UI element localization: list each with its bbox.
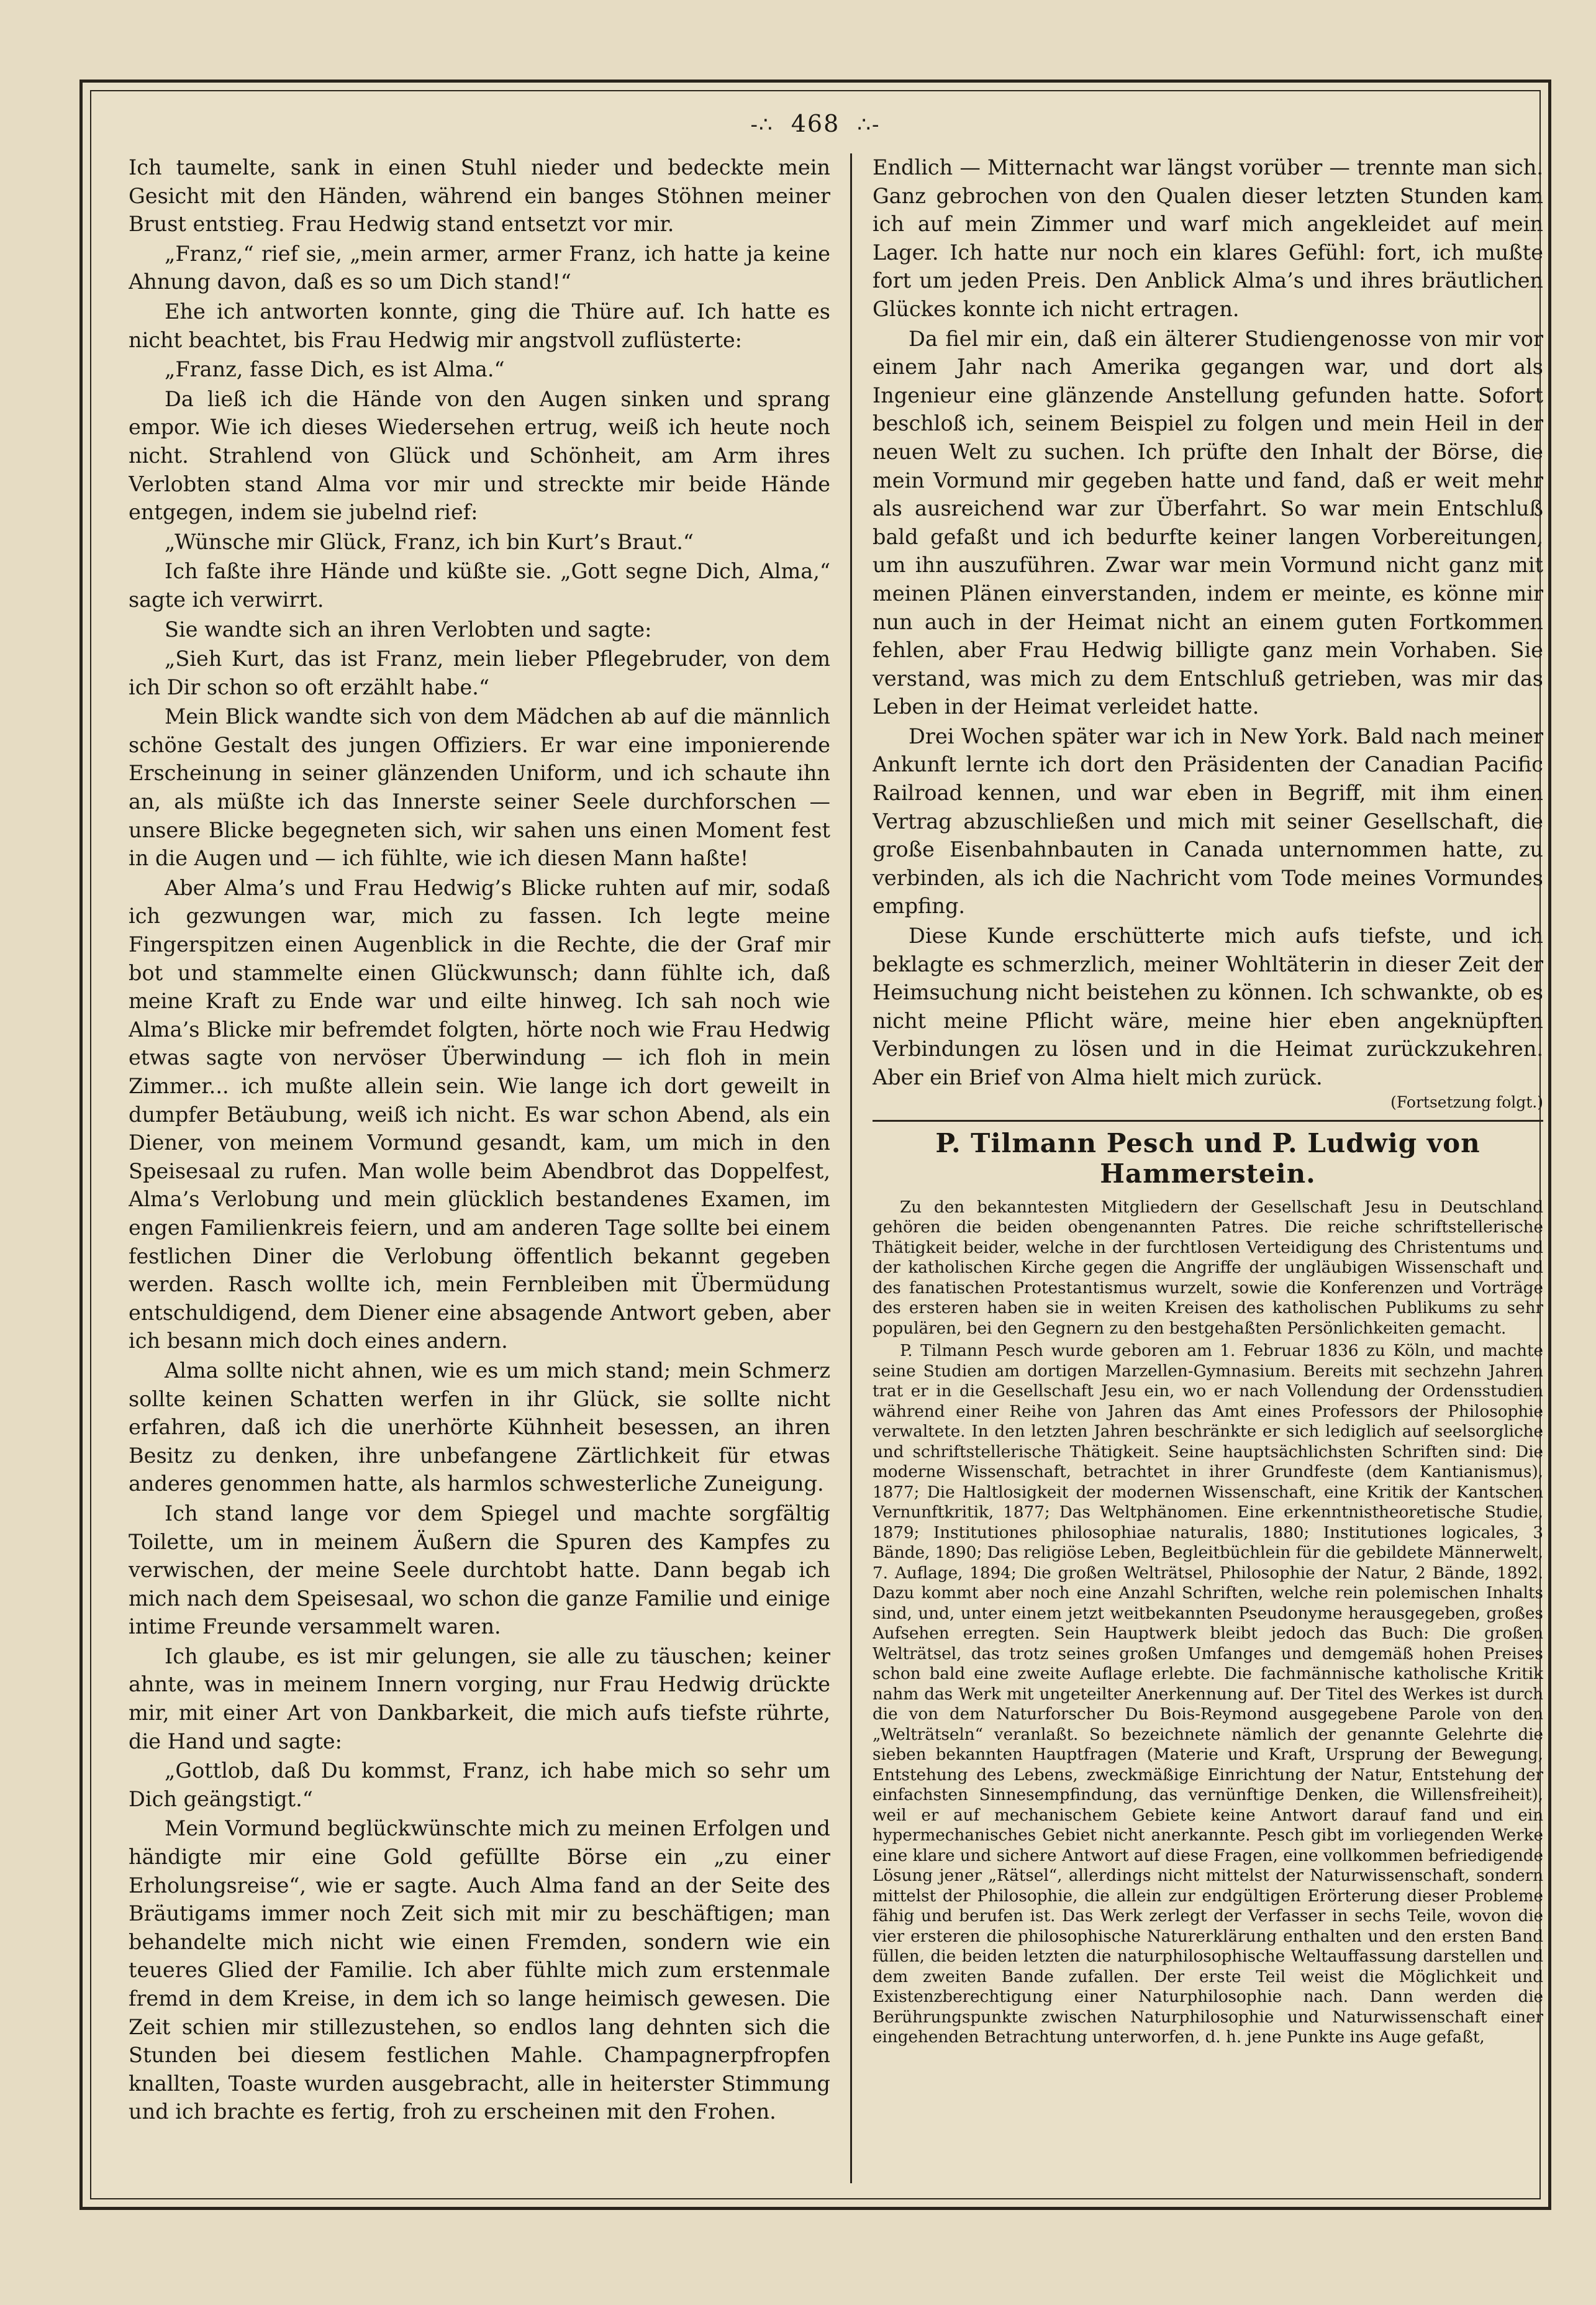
right-column [873, 153, 1543, 2183]
page-border [79, 80, 1551, 2210]
left-paragraph: „Franz,“ rief sie, „mein armer, armer Franz, ich hatte ja keine Ahnung davon, daß es so um Dich stand!“ [129, 241, 830, 294]
right-paragraph: Endlich — Mitternacht war längst vorüber — trennte man sich. Ganz gebrochen von den Qualen dieser letzten Stunden kam ich auf mein Zimmer und warf mich angekleidet auf mein Lager. Ich hatte nur noch ein klares Gefühl: fort, ich mußte fort um jeden Preis. Den Anblick Alma’s und ihres bräutlichen Glückes konnte ich nicht ertragen. [873, 155, 1543, 321]
left-paragraph: „Franz, fasse Dich, es ist Alma.“ [165, 357, 505, 382]
left-column [129, 153, 830, 2183]
section-rule [873, 1120, 1543, 1122]
article-paragraph: P. Tilmann Pesch wurde geboren am 1. Februar 1836 zu Köln, und machte seine Studien am dortigen Marzellen-Gymnasium. Bereits mit sechzehn Jahren trat er in die Gesellschaft Jesu ein, wo er nach Vollendung der Ordensstudien während einer Reihe von Jahren das Amt eines Professors der Philosophie verwaltete. In den letzten Jahren beschränkte er sich lediglich auf seelsorgliche und schriftstellerische Thätigkeit. Seine hauptsächlichsten Schriften sind: Die moderne Wissenschaft, betrachtet in ihrer Grundfeste (dem Kantianismus), 1877; Die Haltlosigkeit der modernen Wissenschaft, eine Kritik der Kantschen Vernunftkritik, 1877; Das Weltphänomen. Eine erkenntnistheoretische Studie, 1879; Institutiones philosophiae naturalis, 1880; Institutiones logicales, 3 Bände, 1890; Das religiöse Leben, Begleitbüchlein für die gebildete Männerwelt, 7. Auflage, 1894; Die großen Welträtsel, Philosophie der Natur, 2 Bände, 1892. Dazu kommt aber noch eine Anzahl Schriften, welche rein polemischen Inhalts sind, und, unter einem jetzt weitbekannten Pseudonyme herausgegeben, großes Aufsehen erregten. Sein Hauptwerk bleibt jedoch das Buch: Die großen Welträtsel, das trotz seines großen Umfanges und demgemäß hohen Preises schon bald eine zweite Auflage erlebte. Die fachmännische katholische Kritik nahm das Werk mit ungeteilter Anerkennung auf. Der Titel des Werkes ist durch die von dem Naturforscher Du Bois-Reymond ausgegebene Parole von den „Welträtseln“ veranlaßt. So bezeichnete nämlich der genannte Gelehrte die sieben bekannten Hauptfragen (Materie und Kraft, Ursprung der Bewegung, Entstehung des Lebens, zweckmäßige Einrichtung der Natur, Entstehung der einfachsten Sinnesempfindung, das vernünftige Denken, die Willensfreiheit), weil er auf mechanischem Gebiete keine Antwort darauf fand und ein hypermechanisches Gebiet nicht anerkannte. Pesch gibt im vorliegenden Werke eine klare und sichere Antwort auf diese Fragen, eine vollkommen befriedigende Lösung jener „Rätsel“, allerdings nicht mittelst der Naturwissenschaft, sondern mittelst der Philosophie, die allein zur endgültigen Erörterung dieser Probleme fähig und berufen ist. Das Werk zerlegt der Verfasser in sechs Teile, wovon die vier ersteren die philosophische Naturerklärung enthalten und den ersten Band füllen, die beiden letzten die naturphilosophische Weltauffassung darstellen und dem zweiten Bande zufallen. Der erste Teil weist die Möglichkeit und Existenzberechtigung einer Naturphilosophie nach. Dann werden die Berührungspunkte zwischen Naturphilosophie und Naturwissenschaft einer eingehenden Betrachtung unterworfen, d. h. jene Punkte ins Auge gefaßt, [873, 1342, 1543, 2047]
left-paragraph: „Sieh Kurt, das ist Franz, mein lieber Pflegebruder, von dem ich Dir schon so oft erzählt habe.“ [129, 647, 830, 699]
article-title: P. Tilmann Pesch und P. Ludwig von Hammerstein. [935, 1127, 1480, 1189]
article-paragraph: Zu den bekanntesten Mitgliedern der Gesellschaft Jesu in Deutschland gehören die beiden obengenannten Patres. Die reiche schriftstellerische Thätigkeit beider, welche in der furchtlosen Verteidigung des Christentums und der katholischen Kirche gegen die Angriffe der ungläubigen Wissenschaft und des fanatischen Protestantismus wurzelt, sowie die Konferenzen und Vorträge des ersteren haben sie in weiten Kreisen des katholischen Publikums zu sehr populären, bei den Gegnern zu den bestgehaßten Persönlichkeiten gemacht. [873, 1198, 1543, 1338]
page-border-inner [90, 90, 1541, 2199]
left-paragraph: „Wünsche mir Glück, Franz, ich bin Kurt’s Braut.“ [165, 529, 694, 554]
right-paragraph: Da fiel mir ein, daß ein älterer Studiengenosse von mir vor einem Jahr nach Amerika gegangen war, und dort als Ingenieur eine glänzende Anstellung gefunden hatte. Sofort beschloß ich, seinem Beispiel zu folgen und mein Heil in der neuen Welt zu suchen. Ich prüfte den Inhalt der Börse, die mein Vormund mir gegeben hatte und fand, daß er weit mehr als ausreichend war zur Überfahrt. So war mein Entschluß bald gefaßt und ich bedurfte keiner langen Vorbereitungen, um ihn auszuführen. Zwar war mein Vormund nicht ganz mit meinen Plänen einverstanden, indem er meinte, es könne mir nun auch in der Heimat nicht an einem guten Fortkommen fehlen, aber Frau Hedwig billigte ganz mein Vorhaben. Sie verstand, was mich zu dem Entschluß getrieben, was mir das Leben in der Heimat verleidet hatte. [873, 326, 1543, 719]
right-paragraph: Diese Kunde erschütterte mich aufs tiefste, und ich beklagte es schmerzlich, meiner Wohltäterin in dieser Zeit der Heimsuchung nicht beistehen zu können. Ich schwankte, ob es nicht meine Pflicht wäre, meine hier eben angeknüpften Verbindungen zu lösen und in die Heimat zurückzukehren. Aber ein Brief von Alma hielt mich zurück. [873, 924, 1543, 1089]
left-paragraph: Ich taumelte, sank in einen Stuhl nieder und bedeckte mein Gesicht mit den Händen, während ein banges Stöhnen meiner Brust entstieg. Frau Hedwig stand entsetzt vor mir. [129, 155, 830, 237]
right-paragraph: Drei Wochen später war ich in New York. Bald nach meiner Ankunft lernte ich dort den Präsidenten der Canadian Pacific Railroad kennen, und war eben in Begriff, mit ihm einen Vertrag abzuschließen und mich mit seiner Gesellschaft, die große Eisenbahnbauten in Canada unternommen hatte, zu verbinden, als ich die Nachricht vom Tode meines Vormundes empfing. [873, 724, 1543, 919]
left-paragraph: Da ließ ich die Hände von den Augen sinken und sprang empor. Wie ich dieses Wiedersehen ertrug, weiß ich heute noch nicht. Strahlend von Glück und Schönheit, am Arm ihres Verlobten stand Alma vor mir und streckte mir beide Hände entgegen, indem sie jubelnd rief: [129, 386, 830, 525]
left-paragraph: Ich faßte ihre Hände und küßte sie. „Gott segne Dich, Alma,“ sagte ich verwirrt. [129, 559, 830, 612]
ornament-right-icon: ∴- [857, 112, 881, 137]
continuation-note: (Fortsetzung folgt.) [1390, 1093, 1543, 1111]
left-paragraph: Ich stand lange vor dem Spiegel und machte sorgfältig Toilette, um in meinem Äußern die Spuren des Kampfes zu verwischen, der meine Seele durchtobt hatte. Dann begab ich mich nach dem Speisesaal, wo schon die ganze Familie und einige intime Freunde versammelt waren. [129, 1501, 830, 1639]
left-paragraph: Sie wandte sich an ihren Verlobten und sagte: [165, 617, 652, 642]
ornament-left-icon: -∴ [750, 112, 774, 137]
left-paragraph: Mein Vormund beglückwünschte mich zu meinen Erfolgen und händigte mir eine Gold gefüllte Börse ein „zu einer Erholungsreise“, wie er sagte. Auch Alma fand an der Seite des Bräutigams immer noch Zeit sich mit mir zu beschäftigen; man behandelte mich nicht wie einen Fremden, sondern wie ein teueres Glied der Familie. Ich aber fühlte mich zum erstenmale fremd in dem Kreise, in dem ich so lange heimisch gewesen. Die Zeit schien mir stillezustehen, so endlos lang dehnten sich die Stunden bei diesem festlichen Mahle. Champagnerpfropfen knallten, Toaste wurden ausgebracht, alle in heiterster Stimmung und ich brachte es fertig, froh zu erscheinen mit den Frohen. [129, 1816, 830, 2124]
column-divider [850, 153, 852, 2183]
page-number: 468 [791, 110, 840, 137]
left-paragraph: Ich glaube, es ist mir gelungen, sie alle zu täuschen; keiner ahnte, was in meinem Innern vorging, nur Frau Hedwig drückte mir, mit einer Art von Dankbarkeit, die mich aufs tiefste rührte, die Hand und sagte: [129, 1644, 830, 1753]
left-paragraph: Alma sollte nicht ahnen, wie es um mich stand; mein Schmerz sollte keinen Schatten werfen in ihr Glück, sie sollte nicht erfahren, daß ich die unerhörte Kühnheit besessen, an ihren Besitz zu denken, ihre unbefangene Zärtlichkeit für etwas anderes genommen hatte, als harmlos schwesterliche Zuneigung. [129, 1358, 830, 1496]
left-paragraph: Mein Blick wandte sich von dem Mädchen ab auf die männlich schöne Gestalt des jungen Offiziers. Er war eine imponierende Erscheinung in seiner glänzenden Uniform, und ich schaute ihn an, als müßte ich das Innerste seiner Seele durchforschen — unsere Blicke begegneten sich, wir sahen uns einen Moment fest in die Augen und — ich fühlte, wie ich diesen Mann haßte! [129, 704, 830, 871]
left-paragraph: Ehe ich antworten konnte, ging die Thüre auf. Ich hatte es nicht beachtet, bis Frau Hedwig mir angstvoll zuflüsterte: [129, 299, 830, 352]
left-paragraph: Aber Alma’s und Frau Hedwig’s Blicke ruhten auf mir, sodaß ich gezwungen war, mich zu fassen. Ich legte meine Fingerspitzen einen Augenblick in die Rechte, die der Graf mir bot und stammelte einen Glückwunsch; dann fühlte ich, daß meine Kraft zu Ende war und eilte hinweg. Ich sah noch wie Alma’s Blicke mir befremdet folgten, hörte noch wie Frau Hedwig etwas sagte von nervöser Überwindung — ich floh in mein Zimmer... ich mußte allein sein. Wie lange ich dort geweilt in dumpfer Betäubung, weiß ich nicht. Es war schon Abend, als ein Diener, von meinem Vormund gesandt, kam, um mich in den Speisesaal zu rufen. Man wolle beim Abendbrot das Doppelfest, Alma’s Verlobung und mein glücklich bestandenes Examen, im engen Familienkreis feiern, und am anderen Tage sollte bei einem festlichen Diner die Verlobung öffentlich bekannt gegeben werden. Rasch wollte ich, mein Fernbleiben mit Übermüdung entschuldigend, dem Diener eine absagende Antwort geben, aber ich besann mich doch eines andern. [129, 875, 830, 1353]
page-header [91, 110, 1539, 137]
left-paragraph: „Gottlob, daß Du kommst, Franz, ich habe mich so sehr um Dich geängstigt.“ [129, 1758, 830, 1811]
